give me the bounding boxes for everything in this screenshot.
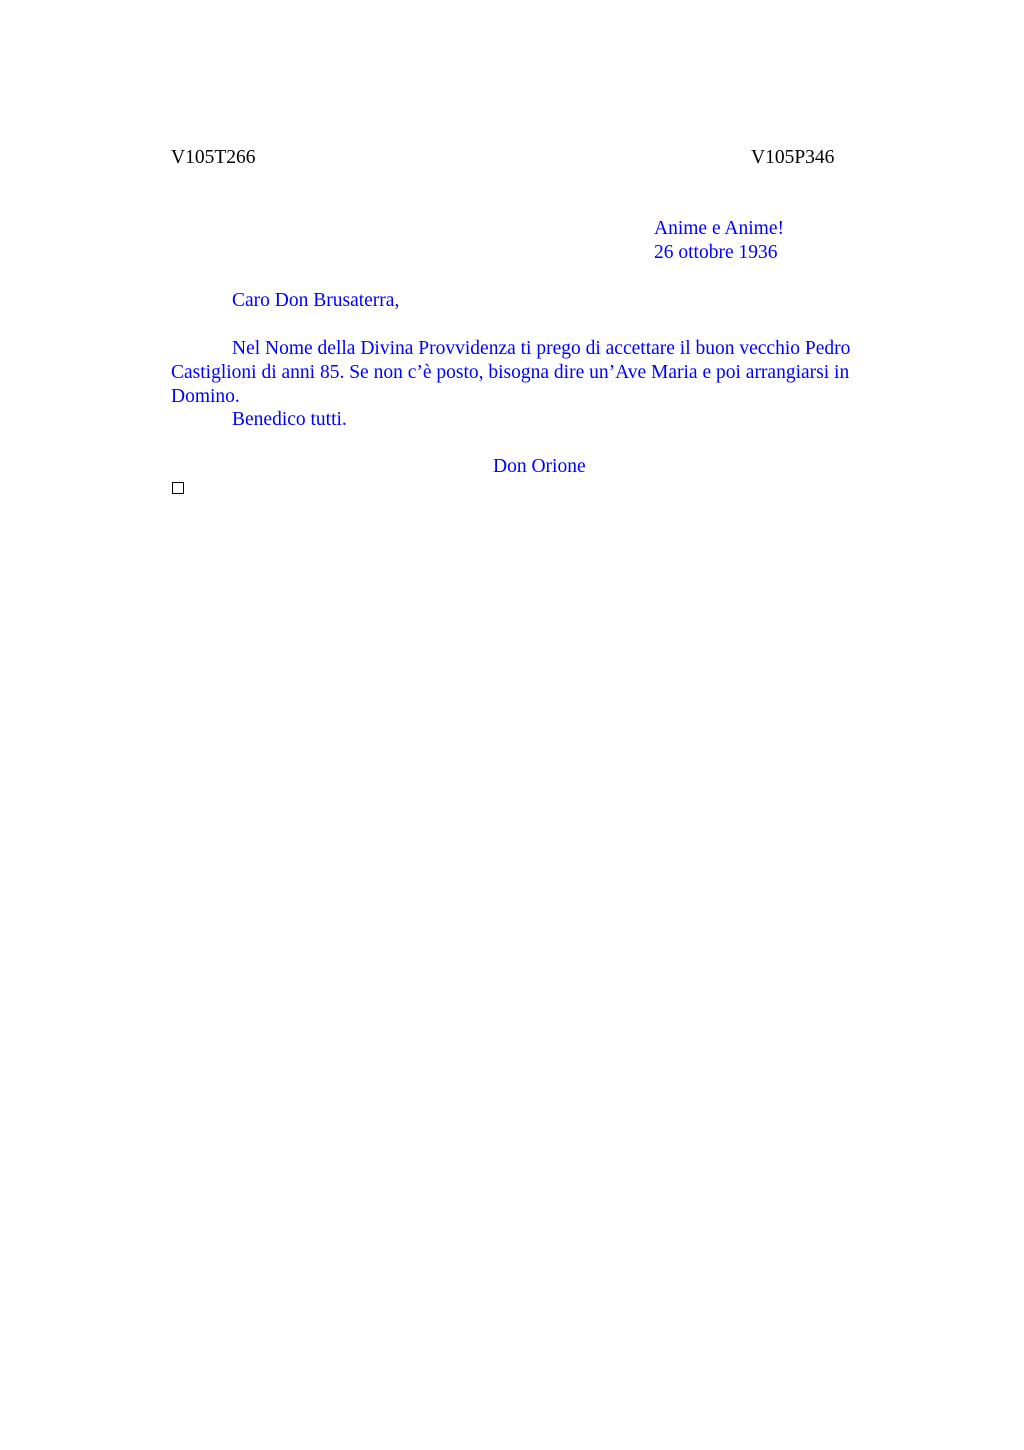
letter-signature: Don Orione bbox=[493, 456, 586, 477]
right-reference-code: V105P346 bbox=[751, 147, 835, 168]
letter-date: 26 ottobre 1936 bbox=[654, 242, 778, 263]
letter-motto: Anime e Anime! bbox=[654, 218, 784, 239]
letter-heading bbox=[654, 217, 784, 265]
letter-salutation: Caro Don Brusaterra, bbox=[232, 290, 400, 311]
square-outline-icon bbox=[172, 482, 184, 494]
letter-body: Nel Nome della Divina Provvidenza ti prego di accettare il buon vecchio Pedro Castiglioni di anni 85. Se non c’è posto, bisogna dire un’Ave Maria e poi arrangiarsi in Domino. bbox=[171, 338, 851, 407]
letter-closing: Benedico tutti. bbox=[232, 409, 347, 430]
left-reference-code: V105T266 bbox=[171, 147, 256, 168]
